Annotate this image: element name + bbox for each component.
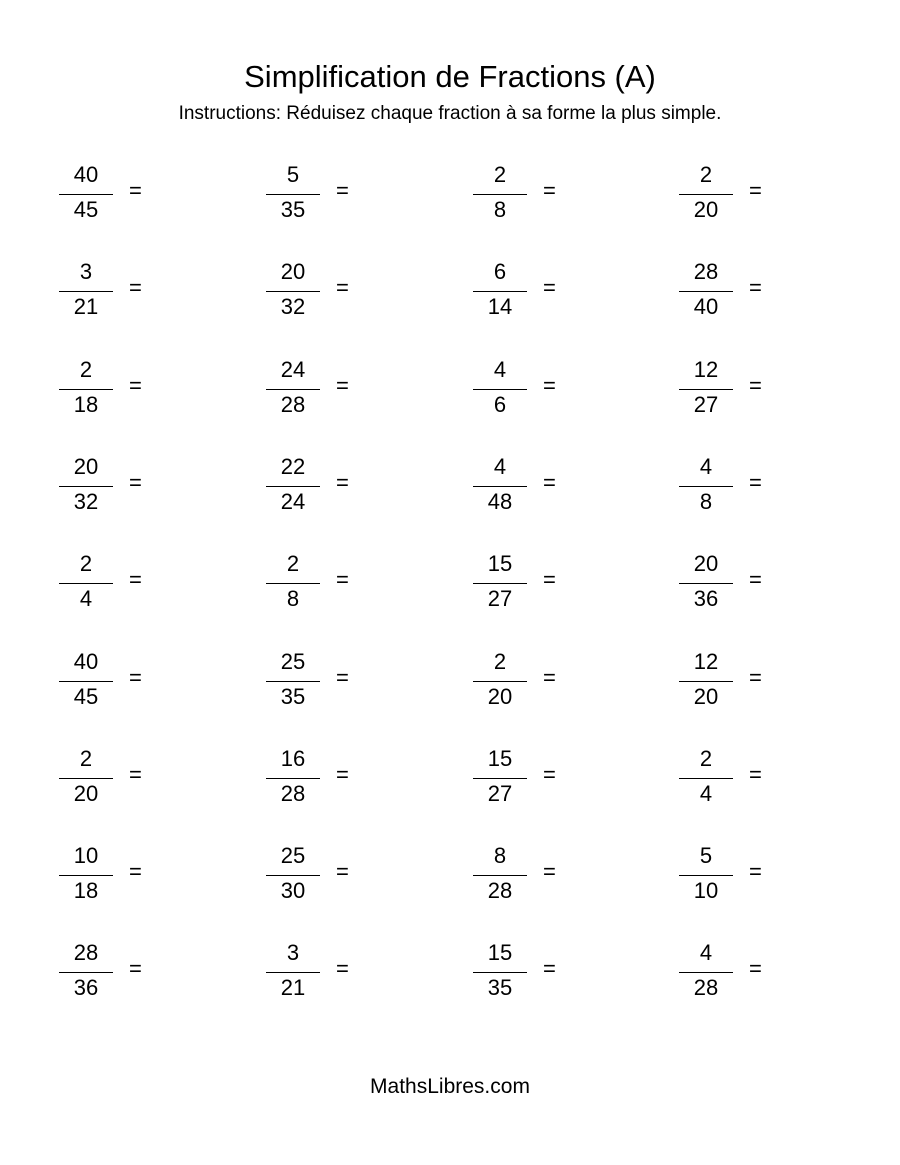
- equals-sign: =: [129, 470, 142, 495]
- fraction-problem: [266, 842, 426, 912]
- equals-sign: =: [543, 275, 556, 300]
- fraction-bar: [59, 778, 113, 779]
- fraction: [59, 356, 113, 426]
- equals-sign: =: [543, 859, 556, 884]
- denominator: 8: [493, 197, 507, 222]
- equals-sign: =: [129, 275, 142, 300]
- denominator: 32: [280, 294, 306, 319]
- fraction-bar: [59, 583, 113, 584]
- fraction-problem: [266, 161, 426, 231]
- equals-sign: =: [336, 567, 349, 592]
- equals-sign: =: [129, 762, 142, 787]
- fraction-bar: [473, 972, 527, 973]
- fraction-bar: [679, 194, 733, 195]
- fraction-bar: [473, 194, 527, 195]
- fraction: [266, 356, 320, 426]
- fraction: [59, 258, 113, 328]
- fraction-bar: [59, 486, 113, 487]
- fraction: [679, 453, 733, 523]
- fraction: [473, 939, 527, 1009]
- denominator: 18: [73, 392, 99, 417]
- fraction-problem: [473, 648, 633, 718]
- fraction-bar: [266, 583, 320, 584]
- equals-sign: =: [543, 373, 556, 398]
- fraction-problem: [679, 258, 839, 328]
- fraction-problem: [59, 939, 219, 1009]
- fraction-bar: [473, 291, 527, 292]
- numerator: 28: [693, 259, 719, 284]
- numerator: 22: [280, 454, 306, 479]
- denominator: 30: [280, 878, 306, 903]
- numerator: 12: [693, 357, 719, 382]
- fraction-bar: [266, 972, 320, 973]
- equals-sign: =: [336, 665, 349, 690]
- denominator: 27: [487, 586, 513, 611]
- fraction-bar: [266, 486, 320, 487]
- denominator: 28: [487, 878, 513, 903]
- equals-sign: =: [129, 178, 142, 203]
- numerator: 15: [487, 746, 513, 771]
- fraction-bar: [473, 681, 527, 682]
- fraction-bar: [679, 291, 733, 292]
- numerator: 16: [280, 746, 306, 771]
- denominator: 24: [280, 489, 306, 514]
- fraction-problem: [679, 161, 839, 231]
- fraction-bar: [473, 875, 527, 876]
- fraction-problem: [679, 648, 839, 718]
- fraction-problem: [679, 842, 839, 912]
- fraction-bar: [266, 389, 320, 390]
- numerator: 2: [79, 746, 93, 771]
- numerator: 20: [73, 454, 99, 479]
- fraction-problem: [59, 161, 219, 231]
- equals-sign: =: [543, 762, 556, 787]
- denominator: 48: [487, 489, 513, 514]
- fraction-bar: [266, 681, 320, 682]
- footer-site-name: MathsLibres.com: [370, 1075, 530, 1098]
- numerator: 2: [493, 649, 507, 674]
- fraction-problem: [59, 745, 219, 815]
- denominator: 40: [693, 294, 719, 319]
- numerator: 25: [280, 649, 306, 674]
- fraction-problem: [679, 745, 839, 815]
- fraction: [679, 939, 733, 1009]
- denominator: 4: [79, 586, 93, 611]
- fraction-problem: [679, 356, 839, 426]
- fraction-problem: [473, 258, 633, 328]
- fraction-bar: [59, 681, 113, 682]
- fraction: [266, 939, 320, 1009]
- denominator: 18: [73, 878, 99, 903]
- denominator: 28: [693, 975, 719, 1000]
- equals-sign: =: [336, 859, 349, 884]
- equals-sign: =: [129, 665, 142, 690]
- fraction: [473, 258, 527, 328]
- fraction-bar: [59, 194, 113, 195]
- fraction: [59, 453, 113, 523]
- page-title: Simplification de Fractions (A): [244, 59, 656, 94]
- fraction: [59, 745, 113, 815]
- fraction: [473, 356, 527, 426]
- fraction-problem: [473, 550, 633, 620]
- fraction: [59, 161, 113, 231]
- denominator: 28: [280, 392, 306, 417]
- numerator: 20: [280, 259, 306, 284]
- equals-sign: =: [129, 956, 142, 981]
- fraction-problem: [473, 842, 633, 912]
- numerator: 8: [493, 843, 507, 868]
- denominator: 6: [493, 392, 507, 417]
- fraction-bar: [266, 875, 320, 876]
- fraction-problem: [266, 745, 426, 815]
- equals-sign: =: [749, 956, 762, 981]
- fraction: [266, 258, 320, 328]
- denominator: 4: [699, 781, 713, 806]
- denominator: 28: [280, 781, 306, 806]
- numerator: 4: [699, 454, 713, 479]
- fraction: [679, 356, 733, 426]
- equals-sign: =: [543, 956, 556, 981]
- fraction-problem: [59, 842, 219, 912]
- fraction-problem: [266, 648, 426, 718]
- fraction: [59, 842, 113, 912]
- equals-sign: =: [749, 275, 762, 300]
- fraction-problem: [473, 939, 633, 1009]
- instructions-text: Instructions: Réduisez chaque fraction à sa forme la plus simple.: [178, 103, 722, 124]
- numerator: 5: [286, 162, 300, 187]
- fraction: [59, 939, 113, 1009]
- numerator: 40: [73, 649, 99, 674]
- fraction-bar: [679, 681, 733, 682]
- fraction-problem: [679, 550, 839, 620]
- denominator: 20: [693, 684, 719, 709]
- numerator: 2: [286, 551, 300, 576]
- equals-sign: =: [749, 762, 762, 787]
- denominator: 32: [73, 489, 99, 514]
- fraction: [679, 258, 733, 328]
- fraction: [473, 161, 527, 231]
- numerator: 4: [493, 454, 507, 479]
- fraction: [266, 648, 320, 718]
- fraction-problem: [473, 161, 633, 231]
- fraction: [473, 550, 527, 620]
- fraction: [679, 161, 733, 231]
- fraction-problem: [266, 356, 426, 426]
- denominator: 20: [693, 197, 719, 222]
- numerator: 2: [493, 162, 507, 187]
- numerator: 4: [493, 357, 507, 382]
- fraction-bar: [473, 486, 527, 487]
- fraction: [679, 842, 733, 912]
- fraction-bar: [473, 583, 527, 584]
- fraction-bar: [266, 194, 320, 195]
- equals-sign: =: [749, 665, 762, 690]
- fraction-bar: [679, 875, 733, 876]
- equals-sign: =: [749, 373, 762, 398]
- fraction-problem: [59, 648, 219, 718]
- equals-sign: =: [543, 567, 556, 592]
- equals-sign: =: [129, 567, 142, 592]
- fraction-bar: [59, 875, 113, 876]
- numerator: 2: [699, 746, 713, 771]
- fraction: [473, 648, 527, 718]
- numerator: 40: [73, 162, 99, 187]
- fraction-bar: [59, 972, 113, 973]
- denominator: 45: [73, 197, 99, 222]
- equals-sign: =: [336, 275, 349, 300]
- fraction: [266, 842, 320, 912]
- fraction-problem: [679, 939, 839, 1009]
- denominator: 27: [693, 392, 719, 417]
- equals-sign: =: [336, 178, 349, 203]
- fraction: [679, 550, 733, 620]
- numerator: 25: [280, 843, 306, 868]
- numerator: 10: [73, 843, 99, 868]
- fraction: [473, 842, 527, 912]
- denominator: 35: [280, 197, 306, 222]
- equals-sign: =: [129, 373, 142, 398]
- fraction-problem: [266, 939, 426, 1009]
- denominator: 20: [73, 781, 99, 806]
- denominator: 45: [73, 684, 99, 709]
- numerator: 5: [699, 843, 713, 868]
- fraction: [473, 453, 527, 523]
- equals-sign: =: [749, 470, 762, 495]
- equals-sign: =: [543, 470, 556, 495]
- fraction-bar: [679, 583, 733, 584]
- fraction: [679, 745, 733, 815]
- fraction-problem: [473, 745, 633, 815]
- denominator: 36: [693, 586, 719, 611]
- denominator: 21: [73, 294, 99, 319]
- numerator: 12: [693, 649, 719, 674]
- denominator: 14: [487, 294, 513, 319]
- fraction-problem: [266, 550, 426, 620]
- numerator: 20: [693, 551, 719, 576]
- fraction-problem: [473, 453, 633, 523]
- fraction: [266, 161, 320, 231]
- fraction: [266, 550, 320, 620]
- denominator: 35: [280, 684, 306, 709]
- equals-sign: =: [543, 178, 556, 203]
- fraction-bar: [473, 389, 527, 390]
- fraction-problem: [679, 453, 839, 523]
- numerator: 4: [699, 940, 713, 965]
- numerator: 15: [487, 940, 513, 965]
- denominator: 8: [286, 586, 300, 611]
- numerator: 28: [73, 940, 99, 965]
- fraction-bar: [473, 778, 527, 779]
- numerator: 2: [79, 551, 93, 576]
- fraction-problem: [59, 550, 219, 620]
- denominator: 8: [699, 489, 713, 514]
- fraction-bar: [679, 778, 733, 779]
- numerator: 2: [699, 162, 713, 187]
- fraction: [679, 648, 733, 718]
- numerator: 6: [493, 259, 507, 284]
- fraction: [59, 550, 113, 620]
- equals-sign: =: [543, 665, 556, 690]
- numerator: 3: [79, 259, 93, 284]
- equals-sign: =: [336, 470, 349, 495]
- denominator: 10: [693, 878, 719, 903]
- fraction: [473, 745, 527, 815]
- equals-sign: =: [129, 859, 142, 884]
- fraction-bar: [266, 291, 320, 292]
- equals-sign: =: [749, 178, 762, 203]
- denominator: 20: [487, 684, 513, 709]
- numerator: 15: [487, 551, 513, 576]
- fraction-bar: [59, 389, 113, 390]
- equals-sign: =: [336, 956, 349, 981]
- fraction-bar: [59, 291, 113, 292]
- equals-sign: =: [336, 762, 349, 787]
- fraction-problem: [266, 258, 426, 328]
- equals-sign: =: [336, 373, 349, 398]
- fraction-problem: [59, 258, 219, 328]
- denominator: 35: [487, 975, 513, 1000]
- denominator: 27: [487, 781, 513, 806]
- fraction-bar: [679, 972, 733, 973]
- numerator: 24: [280, 357, 306, 382]
- numerator: 3: [286, 940, 300, 965]
- fraction: [266, 745, 320, 815]
- denominator: 36: [73, 975, 99, 1000]
- fraction-problem: [266, 453, 426, 523]
- fraction-problem: [473, 356, 633, 426]
- numerator: 2: [79, 357, 93, 382]
- fraction-bar: [679, 486, 733, 487]
- equals-sign: =: [749, 859, 762, 884]
- fraction-problem: [59, 453, 219, 523]
- denominator: 21: [280, 975, 306, 1000]
- fraction: [266, 453, 320, 523]
- fraction: [59, 648, 113, 718]
- fraction-bar: [679, 389, 733, 390]
- fraction-problem: [59, 356, 219, 426]
- equals-sign: =: [749, 567, 762, 592]
- fraction-bar: [266, 778, 320, 779]
